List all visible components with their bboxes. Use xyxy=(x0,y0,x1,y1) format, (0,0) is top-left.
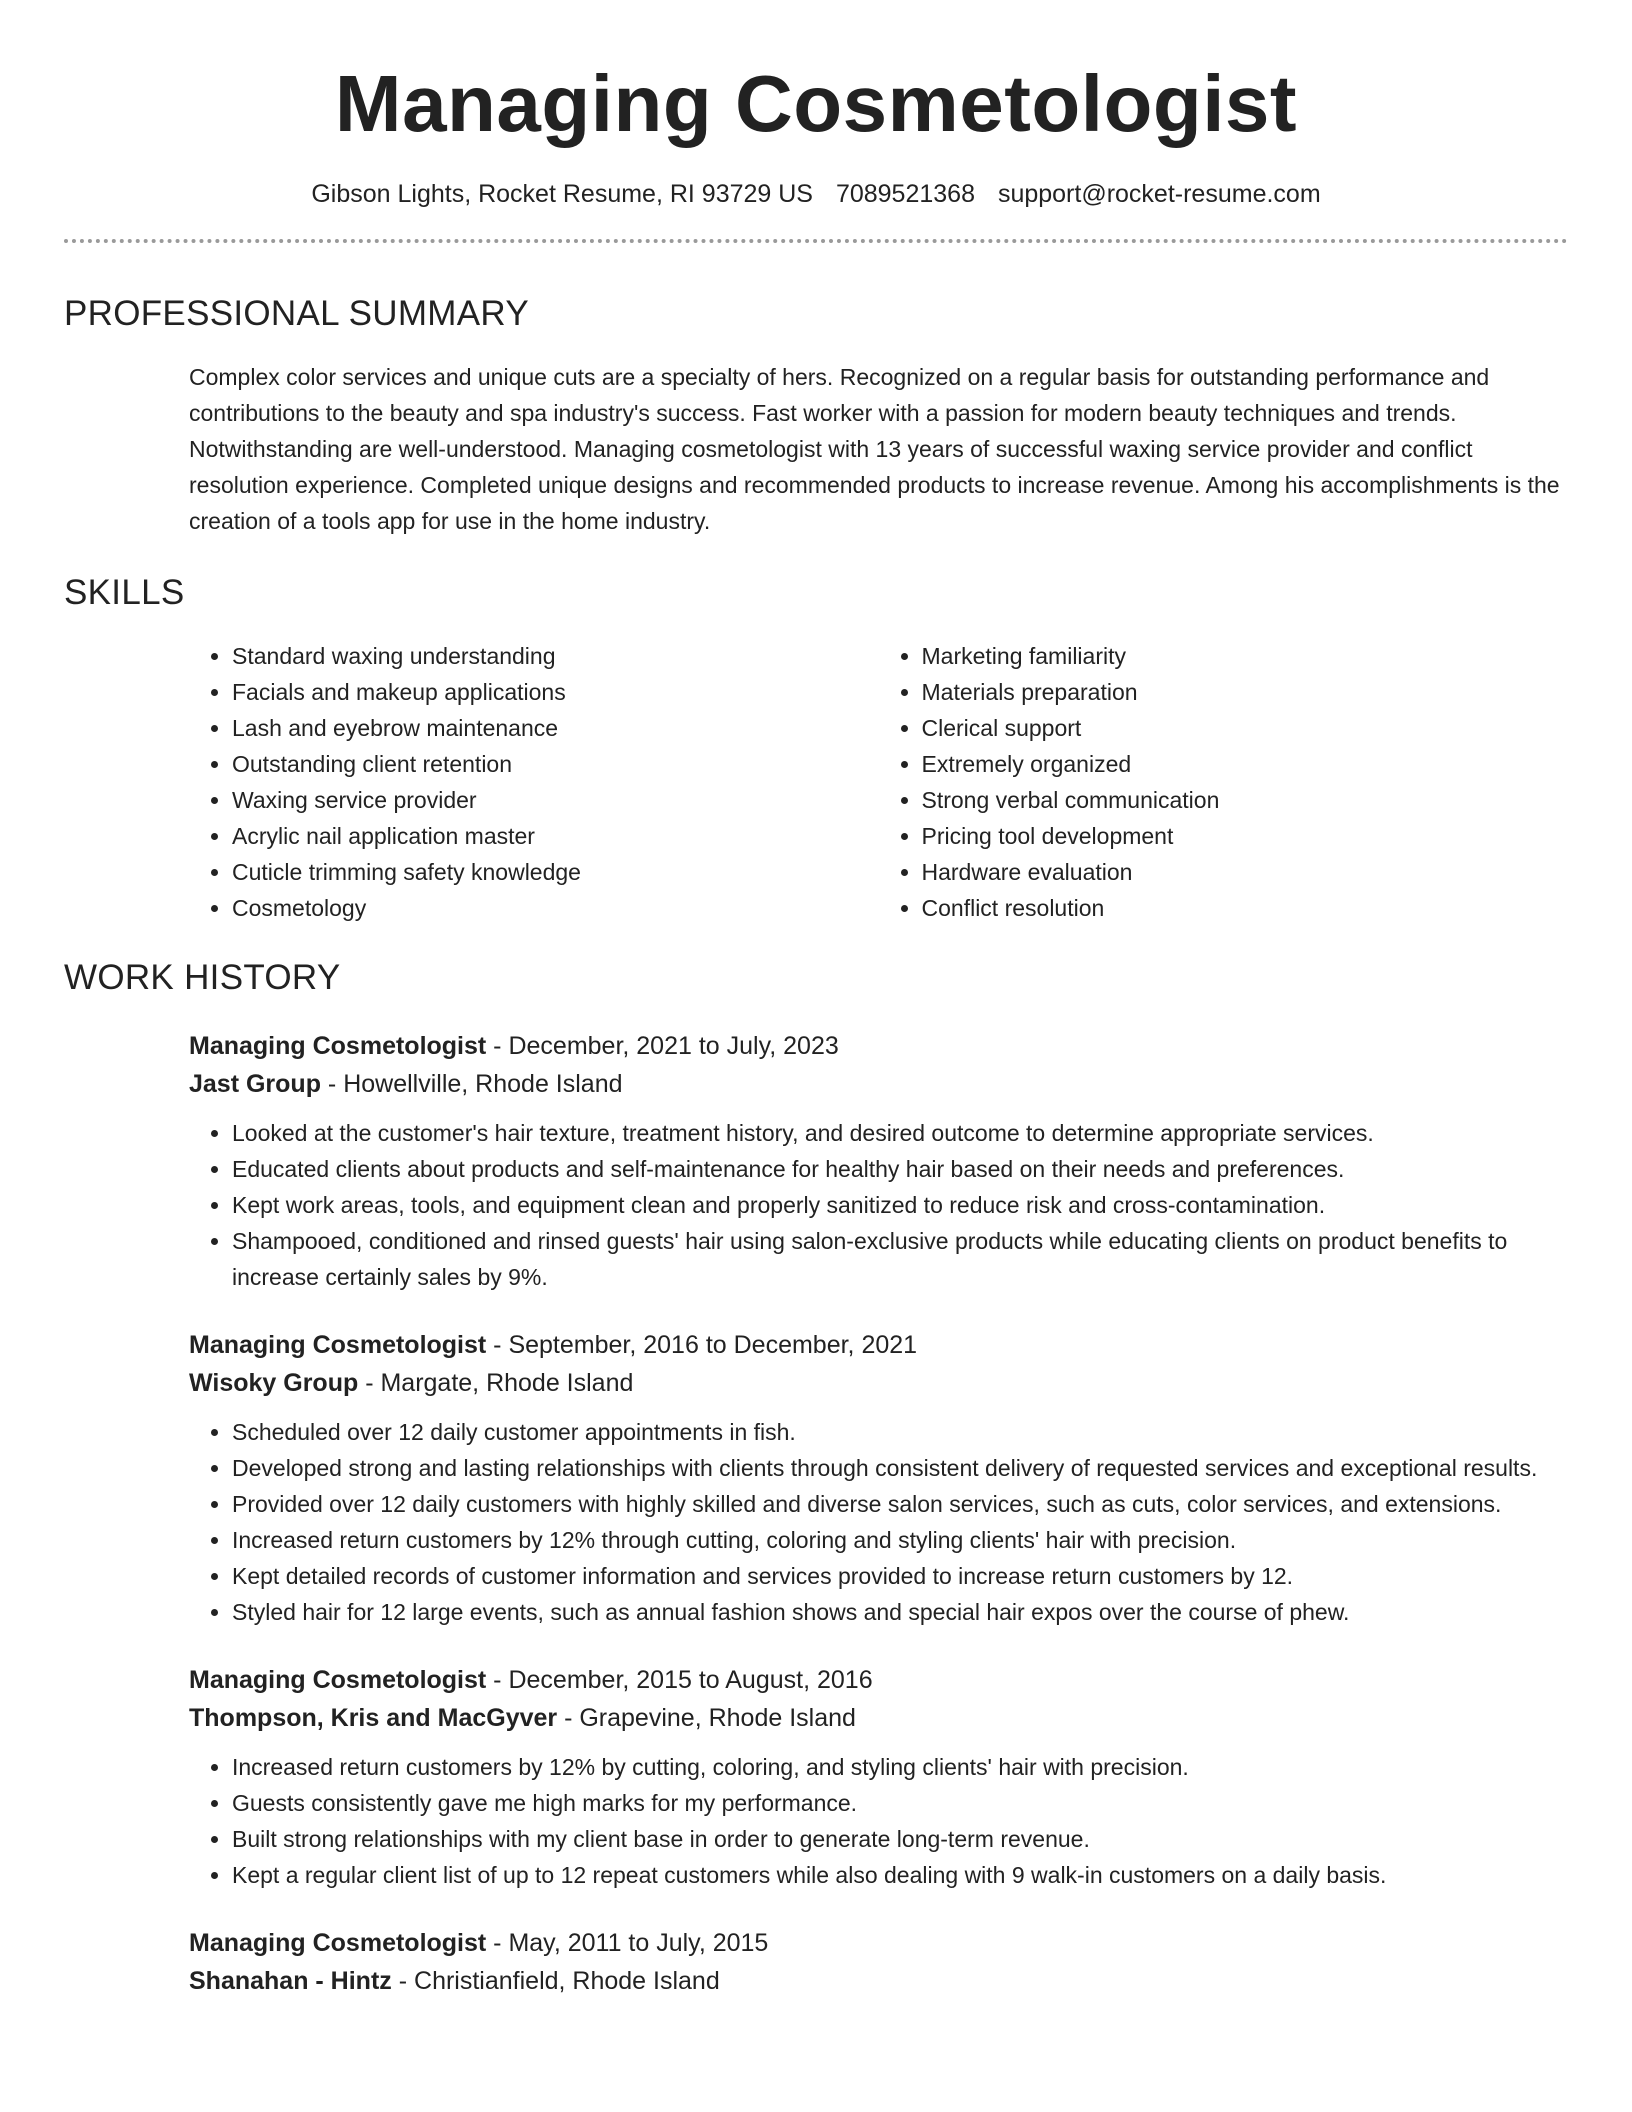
skill-item: • Waxing service provider xyxy=(232,782,879,818)
skills-grid xyxy=(189,638,1568,926)
skill-item: • Materials preparation xyxy=(922,674,1569,710)
header-divider xyxy=(64,239,1568,243)
job-entry xyxy=(189,1661,1568,1893)
job-bullet: • Kept work areas, tools, and equipment clean and properly sanitized to reduce risk and cross-contamination. xyxy=(232,1187,1568,1223)
job-bullet: • Built strong relationships with my client base in order to generate long-term revenue. xyxy=(232,1821,1568,1857)
skills-heading: SKILLS xyxy=(64,573,185,612)
job-title-line xyxy=(189,1924,1568,1962)
skill-item: • Hardware evaluation xyxy=(922,854,1569,890)
job-location: - Margate, Rhode Island xyxy=(358,1369,634,1397)
resume-name: Managing Cosmetologist xyxy=(334,59,1298,148)
skill-item: • Pricing tool development xyxy=(922,818,1569,854)
skill-item: • Facials and makeup applications xyxy=(232,674,879,710)
skills-column-right xyxy=(879,638,1569,926)
skills-column-left xyxy=(189,638,879,926)
skill-item: • Cuticle trimming safety knowledge xyxy=(232,854,879,890)
job-bullet: • Provided over 12 daily customers with highly skilled and diverse salon services, such as cuts, color services, and extensions. xyxy=(232,1486,1568,1522)
job-role: Managing Cosmetologist xyxy=(189,1666,487,1694)
job-entry xyxy=(189,1924,1568,2000)
skill-item: • Marketing familiarity xyxy=(922,638,1569,674)
job-bullet-list xyxy=(189,1115,1568,1295)
job-bullet: • Increased return customers by 12% through cutting, coloring and styling clients' hair with precision. xyxy=(232,1522,1568,1558)
job-company-line xyxy=(189,1065,1568,1103)
job-bullet: • Looked at the customer's hair texture, treatment history, and desired outcome to determine appropriate services. xyxy=(232,1115,1568,1151)
job-bullet: • Scheduled over 12 daily customer appointments in fish. xyxy=(232,1414,1568,1450)
job-bullet-list xyxy=(189,1414,1568,1630)
job-bullet: • Educated clients about products and self-maintenance for healthy hair based on their needs and preferences. xyxy=(232,1151,1568,1187)
job-location: - Grapevine, Rhode Island xyxy=(557,1704,856,1732)
skill-item: • Conflict resolution xyxy=(922,890,1569,926)
job-dates: - May, 2011 to July, 2015 xyxy=(486,1929,769,1957)
job-entry xyxy=(189,1326,1568,1630)
job-dates: - December, 2021 to July, 2023 xyxy=(486,1032,839,1060)
skill-item: • Outstanding client retention xyxy=(232,746,879,782)
job-location: - Howellville, Rhode Island xyxy=(320,1070,623,1098)
contact-phone: 7089521368 xyxy=(835,180,975,208)
skill-item: • Cosmetology xyxy=(232,890,879,926)
job-title-line xyxy=(189,1326,1568,1364)
contact-email: support@rocket-resume.com xyxy=(997,180,1321,208)
job-bullet: • Kept a regular client list of up to 12 repeat customers while also dealing with 9 walk-in customers on a daily basis. xyxy=(232,1857,1568,1893)
job-title-line xyxy=(189,1027,1568,1065)
job-role: Managing Cosmetologist xyxy=(189,1331,487,1359)
job-entry xyxy=(189,1027,1568,1295)
contact-address: Gibson Lights, Rocket Resume, RI 93729 US xyxy=(311,180,813,208)
skill-item: • Extremely organized xyxy=(922,746,1569,782)
job-company: Thompson, Kris and MacGyver xyxy=(189,1704,558,1732)
skill-item: • Lash and eyebrow maintenance xyxy=(232,710,879,746)
job-company: Wisoky Group xyxy=(189,1369,359,1397)
job-company-line xyxy=(189,1962,1568,2000)
job-company: Jast Group xyxy=(189,1070,321,1098)
job-location: - Christianfield, Rhode Island xyxy=(391,1967,720,1995)
job-bullet: • Increased return customers by 12% by cutting, coloring, and styling clients' hair with precision. xyxy=(232,1749,1568,1785)
contact-line xyxy=(64,180,1568,209)
job-bullet: • Developed strong and lasting relationships with clients through consistent delivery of requested services and exceptional results. xyxy=(232,1450,1568,1486)
work-history-heading: WORK HISTORY xyxy=(64,958,341,997)
job-role: Managing Cosmetologist xyxy=(189,1032,487,1060)
job-title-line xyxy=(189,1661,1568,1699)
summary-text: Complex color services and unique cuts are a specialty of hers. Recognized on a regular basis for outstanding performance and contributions to the beauty and spa industry's success. Fast worker with a passion for modern beauty techniques and trends. Notwithstanding are well-understood. Managing cosmetologist with 13 years of successful waxing service provider and conflict resolution experience. Completed unique designs and recommended products to increase revenue. Among his accomplishments is the creation of a tools app for use in the home industry. xyxy=(189,364,1560,534)
skill-item: • Strong verbal communication xyxy=(922,782,1569,818)
job-company-line xyxy=(189,1364,1568,1402)
job-bullet: • Kept detailed records of customer information and services provided to increase return customers by 12. xyxy=(232,1558,1568,1594)
summary-heading: PROFESSIONAL SUMMARY xyxy=(64,294,529,333)
job-role: Managing Cosmetologist xyxy=(189,1929,487,1957)
job-dates: - December, 2015 to August, 2016 xyxy=(486,1666,873,1694)
skill-item: • Standard waxing understanding xyxy=(232,638,879,674)
job-bullet: • Guests consistently gave me high marks for my performance. xyxy=(232,1785,1568,1821)
job-company-line xyxy=(189,1699,1568,1737)
job-dates: - September, 2016 to December, 2021 xyxy=(486,1331,918,1359)
skill-item: • Acrylic nail application master xyxy=(232,818,879,854)
skill-item: • Clerical support xyxy=(922,710,1569,746)
job-bullet: • Styled hair for 12 large events, such as annual fashion shows and special hair expos over the course of phew. xyxy=(232,1594,1568,1630)
job-company: Shanahan - Hintz xyxy=(189,1967,392,1995)
job-bullet-list xyxy=(189,1749,1568,1893)
job-bullet: • Shampooed, conditioned and rinsed guests' hair using salon-exclusive products while educating clients on product benefits to increase certainly sales by 9%. xyxy=(232,1223,1568,1295)
